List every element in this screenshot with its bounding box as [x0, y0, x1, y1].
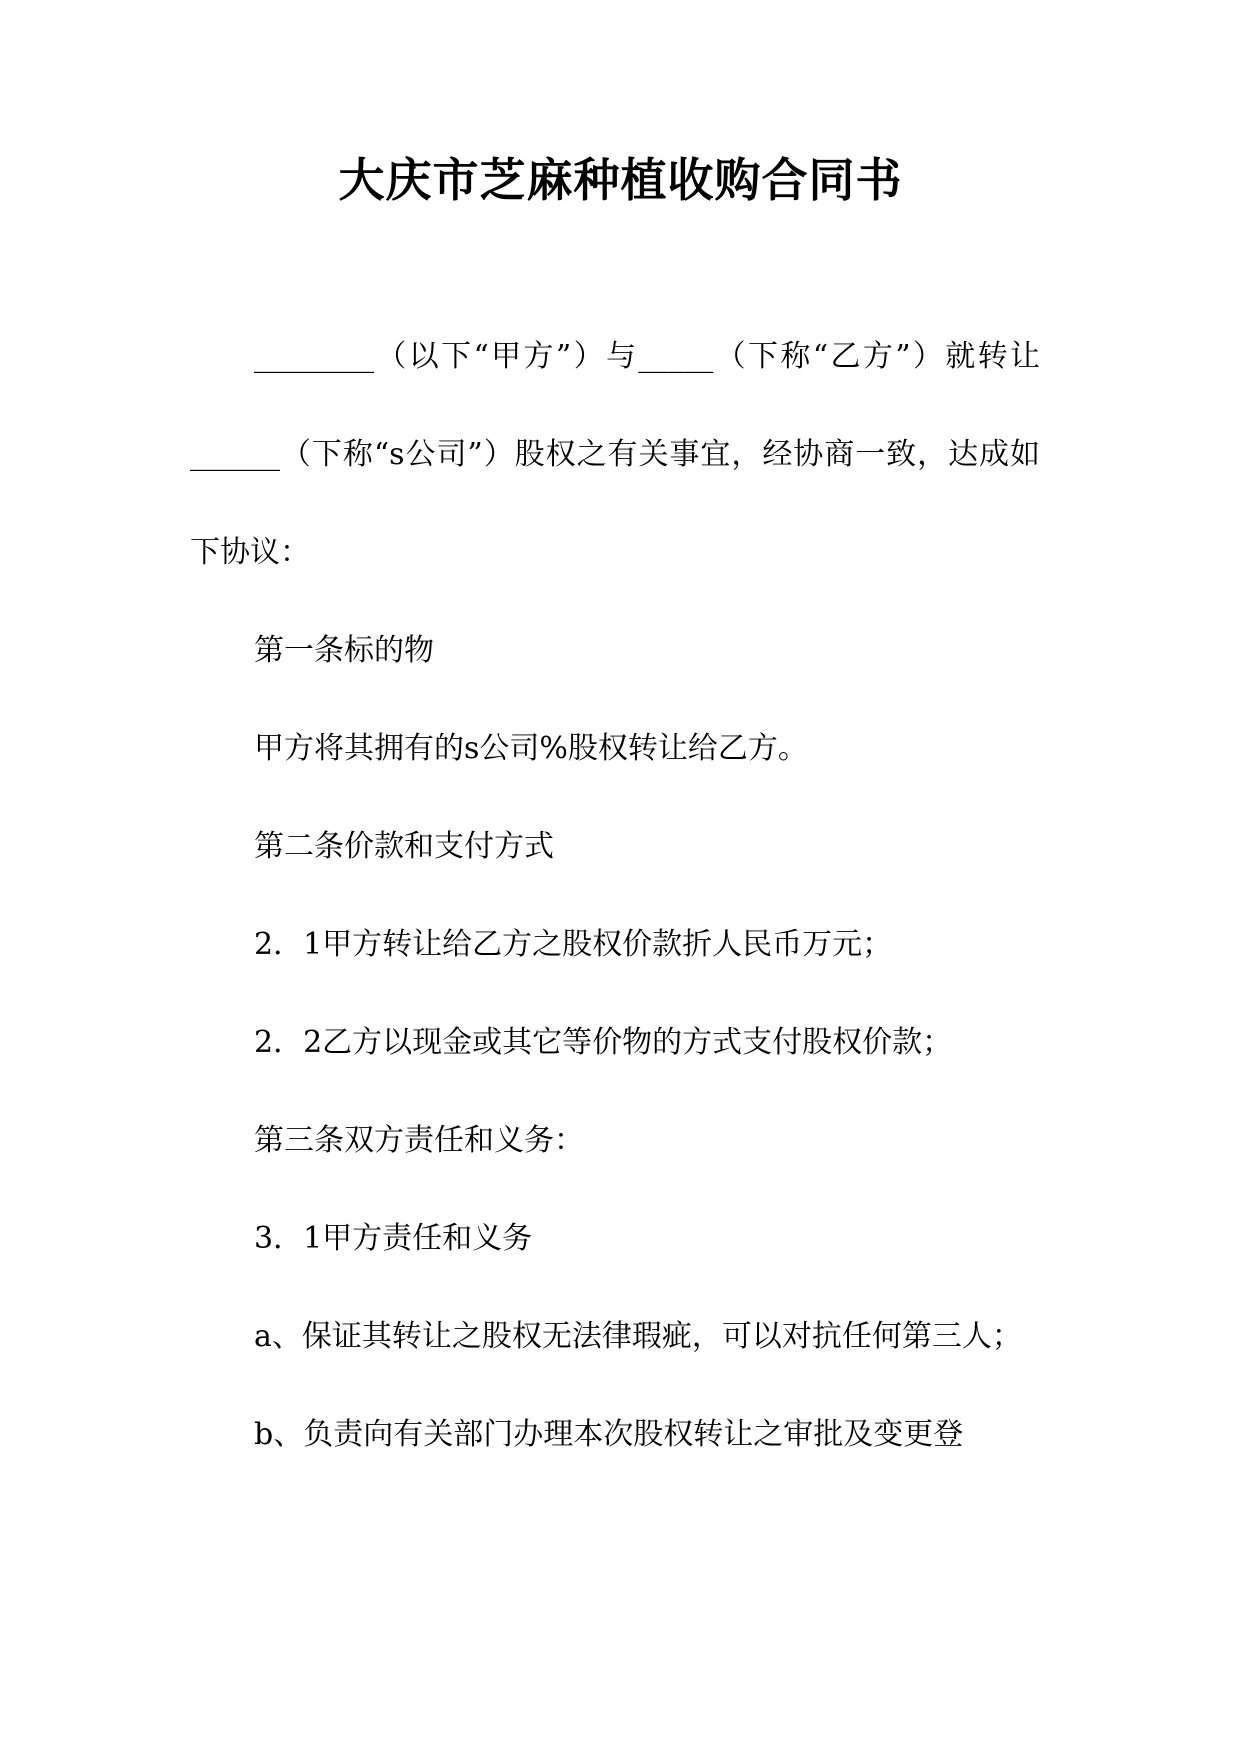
clause-3-1-a: a、保证其转让之股权无法律瑕疵，可以对抗任何第三人；: [254, 1319, 1022, 1354]
article-1-heading: 第一条标的物: [254, 633, 434, 668]
document-body: [190, 308, 1040, 1484]
document-title: 大庆市芝麻种植收购合同书: [338, 153, 903, 207]
article-2-heading: 第二条价款和支付方式: [254, 829, 554, 864]
article-3-heading: 第三条双方责任和义务：: [254, 1123, 584, 1158]
clause-2-2: 2．2乙方以现金或其它等价物的方式支付股权价款；: [254, 1025, 953, 1060]
clause-2-1: 2．1甲方转让给乙方之股权价款折人民币万元；: [254, 927, 893, 962]
clause-3-1: 3．1甲方责任和义务: [254, 1221, 533, 1256]
paragraph-preamble: ________（以下“甲方”）与_____（下称“乙方”）就转让______（下称“s公司”）股权之有关事宜，经协商一致，达成如下协议：: [190, 339, 1040, 570]
article-1-text: 甲方将其拥有的s公司%股权转让给乙方。: [254, 731, 808, 766]
clause-3-1-b: b、负责向有关部门办理本次股权转让之审批及变更登: [254, 1417, 964, 1452]
